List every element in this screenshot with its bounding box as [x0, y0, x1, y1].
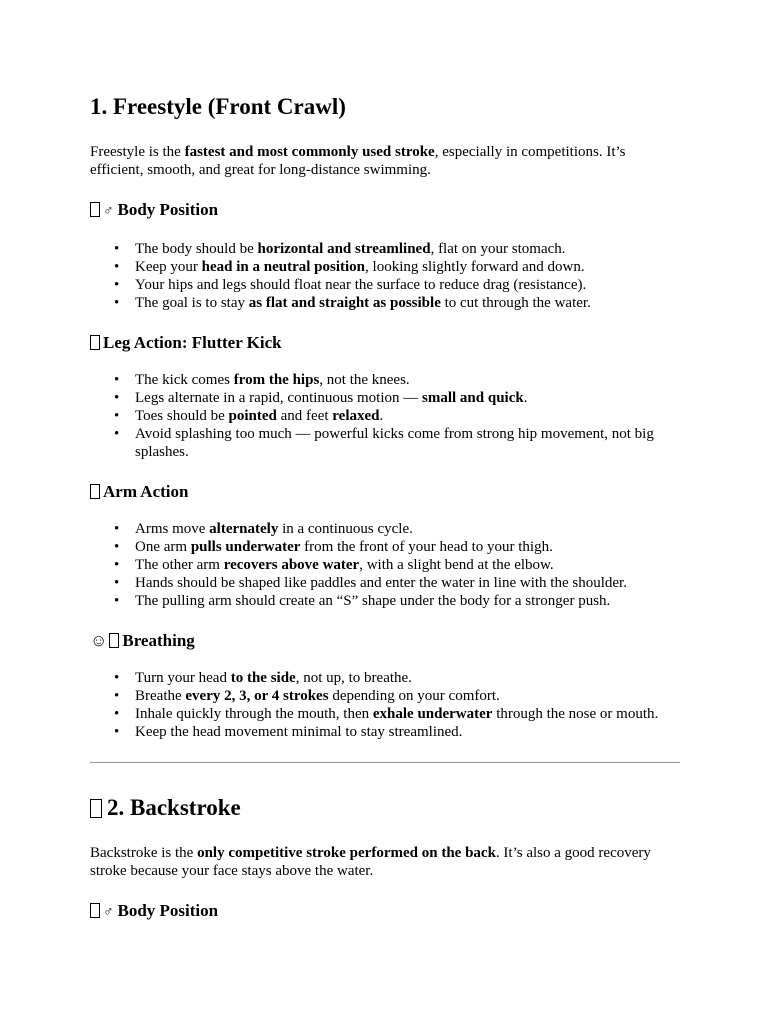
list-item [135, 240, 680, 258]
male-sign-icon: ♂ [103, 905, 114, 920]
intro-text: , especially in competitions. It’s efficient, smooth, and great for long-distance swimming. [90, 144, 626, 178]
item-text: and feet [276, 408, 333, 424]
backstroke-intro [90, 844, 680, 880]
list-item [135, 294, 680, 312]
intro-text: . It’s also a good recovery stroke because your face stays above the water. [90, 845, 651, 879]
list-item [135, 556, 680, 574]
list-item [135, 723, 680, 741]
list-item [135, 574, 680, 592]
item-text: Turn your head [135, 670, 231, 686]
list-item [135, 371, 680, 389]
item-text: , flat on your stomach. [430, 241, 566, 257]
item-text: , with a slight bend at the elbow. [359, 557, 554, 573]
bold-text: horizontal and streamlined [257, 241, 431, 257]
section-title-label: 2. Backstroke [107, 795, 241, 820]
bold-text: exhale underwater [372, 706, 493, 722]
subheading-label: Breathing [122, 631, 195, 650]
item-text: from the front of your head to your thigh. [300, 539, 553, 555]
item-text: The kick comes [135, 372, 234, 388]
item-text: Inhale quickly through the mouth, then [135, 706, 373, 722]
section-title-freestyle: 1. Freestyle (Front Crawl) [90, 94, 346, 119]
item-text: . [523, 390, 528, 406]
subheading-body-position [90, 200, 680, 222]
intro-bold: fastest and most commonly used stroke [184, 144, 435, 160]
item-text: The other arm [135, 557, 224, 573]
item-text: , not the knees. [319, 372, 410, 388]
item-text: Legs alternate in a rapid, continuous motion — [135, 390, 423, 406]
list-item [135, 538, 680, 556]
missing-glyph-icon [90, 202, 100, 217]
document-page [90, 92, 680, 941]
item-text: , looking slightly forward and down. [365, 259, 585, 275]
bold-text: relaxed [332, 408, 380, 424]
item-text: Your hips and legs should float near the surface to reduce drag (resistance). [135, 277, 587, 293]
item-text: Breathe [135, 688, 186, 704]
list-item [135, 425, 680, 461]
body-position-list [90, 240, 680, 312]
intro-bold: only competitive stroke performed on the back [197, 845, 496, 861]
list-item [135, 407, 680, 425]
bold-text: pointed [228, 408, 277, 424]
section-title-backstroke [90, 793, 680, 823]
intro-text: Backstroke is the [90, 845, 198, 861]
bold-text: to the side [230, 670, 296, 686]
item-text: The pulling arm should create an “S” shape under the body for a stronger push. [135, 593, 611, 609]
subheading-leg-action [90, 333, 680, 353]
bold-text: alternately [209, 521, 279, 537]
bold-text: as flat and straight as possible [248, 295, 441, 311]
item-text: Hands should be shaped like paddles and enter the water in line with the shoulder. [135, 575, 627, 591]
male-sign-icon: ♂ [103, 204, 114, 219]
missing-glyph-icon [90, 903, 100, 918]
bold-text: recovers above water [223, 557, 360, 573]
item-text: Keep the head movement minimal to stay streamlined. [135, 724, 463, 740]
item-text: Avoid splashing too much — powerful kicks come from strong hip movement, not big splashes. [135, 426, 654, 460]
missing-glyph-icon [90, 484, 100, 499]
missing-glyph-icon [109, 633, 119, 648]
breathing-list [90, 669, 680, 741]
item-text: . [379, 408, 384, 424]
item-text: Keep your [135, 259, 202, 275]
item-text: to cut through the water. [440, 295, 591, 311]
list-item [135, 389, 680, 407]
bold-text: every 2, 3, or 4 strokes [185, 688, 329, 704]
missing-glyph-icon [90, 335, 100, 350]
list-item [135, 592, 680, 610]
freestyle-intro [90, 143, 680, 179]
bold-text: from the hips [233, 372, 320, 388]
bold-text: head in a neutral position [201, 259, 366, 275]
missing-glyph-icon [90, 799, 102, 818]
subheading-body-position [90, 901, 680, 923]
item-text: Arms move [135, 521, 210, 537]
subheading-arm-action [90, 482, 680, 502]
list-item [135, 705, 680, 723]
item-text: through the nose or mouth. [492, 706, 659, 722]
bold-text: small and quick [422, 390, 524, 406]
intro-text: Freestyle is the [90, 144, 185, 160]
item-text: depending on your comfort. [328, 688, 500, 704]
subheading-label: Arm Action [103, 482, 189, 501]
subheading-label: Body Position [117, 200, 219, 219]
item-text: The body should be [135, 241, 258, 257]
item-text: The goal is to stay [135, 295, 249, 311]
leg-action-list [90, 371, 680, 461]
bold-text: pulls underwater [190, 539, 301, 555]
list-item [135, 669, 680, 687]
list-item [135, 520, 680, 538]
list-item [135, 258, 680, 276]
item-text: , not up, to breathe. [295, 670, 412, 686]
face-icon: ☺ [90, 631, 108, 650]
item-text: One arm [135, 539, 191, 555]
subheading-label: Body Position [117, 901, 219, 920]
item-text: in a continuous cycle. [278, 521, 413, 537]
arm-action-list [90, 520, 680, 610]
list-item [135, 687, 680, 705]
section-divider [90, 762, 680, 763]
subheading-label: Leg Action: Flutter Kick [103, 333, 282, 352]
item-text: Toes should be [135, 408, 229, 424]
list-item [135, 276, 680, 294]
subheading-breathing [90, 631, 680, 651]
